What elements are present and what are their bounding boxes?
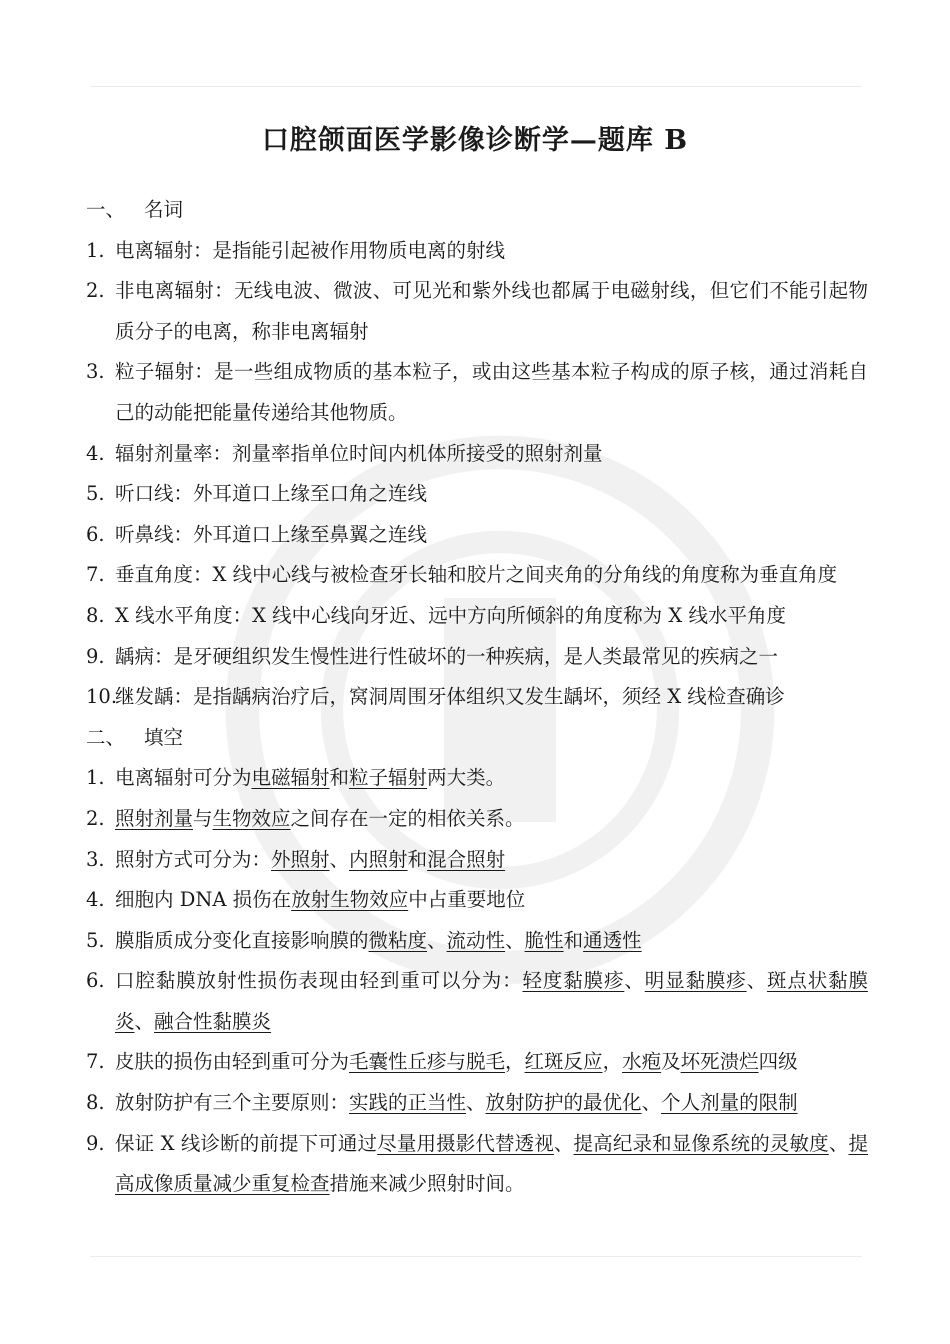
item-text [115,596,868,637]
item-text [115,271,868,352]
answer-blank: 个人剂量的限制 [661,1091,798,1115]
section-name: 填空 [144,725,184,749]
section-number: 一、 [86,198,126,221]
item-text-segment: 继发龋：是指龋病治疗后，窝洞周围牙体组织又发生龋坏，须经 X 线检查确诊 [115,685,785,709]
item-text [115,637,868,678]
item-text-segment: 、 [134,1009,155,1033]
item-text-segment: 及 [661,1050,681,1074]
answer-blank: 尽量用摄影代替透视 [377,1131,554,1155]
answer-blank: 提高纪录和显像系统的灵敏度 [573,1131,829,1155]
item-text [115,1124,868,1205]
item-text-segment: 和 [563,928,584,952]
item-number: 8. [86,603,105,627]
answer-blank: 流动性 [446,928,506,952]
item-text-segment: 、 [746,969,767,993]
answer-blank: 红斑反应 [524,1050,603,1074]
item-text [115,1042,868,1083]
item-number: 3. [86,847,105,871]
item-text [115,352,868,433]
answer-blank: 斑点状黏膜炎 [115,969,868,1033]
item-text-segment: 粒子辐射：是一些组成物质的基本粒子，或由这些基本粒子构成的原子核，通过消耗自己的动能把能量传递给其他物质。 [115,360,868,424]
item-text-segment: ， [602,1050,623,1074]
answer-blank: 照射剂量 [115,806,194,830]
item-number: 1. [86,238,105,262]
item-text [115,880,868,921]
answer-blank: 融合性黏膜炎 [154,1009,272,1033]
answer-blank: 实践的正当性 [349,1091,467,1115]
item-text [115,677,868,718]
list-item [86,799,868,840]
item-text-segment: 、 [624,969,645,993]
item-number: 10. [86,685,118,709]
item-text [115,921,868,962]
item-text-segment: X 线水平角度：X 线中心线向牙近、远中方向所倾斜的角度称为 X 线水平角度 [115,603,786,627]
item-text [115,840,868,881]
answer-blank: 外照射 [271,847,330,871]
item-text-segment: 四级 [758,1050,798,1074]
list-item [86,596,868,637]
item-text [115,231,868,272]
item-text-segment: 细胞内 DNA 损伤在 [115,888,292,912]
list-item [86,352,868,433]
section-name: 名词 [144,198,184,221]
answer-blank: 放射防护的最优化 [485,1091,642,1115]
item-text-segment: 听鼻线：外耳道口上缘至鼻翼之连线 [115,522,428,546]
answer-blank: 通透性 [583,928,642,952]
item-text-segment: 膜脂质成分变化直接影响膜的 [115,928,369,952]
item-text-segment: 龋病：是牙硬组织发生慢性进行性破坏的一种疾病，是人类最常见的疾病之一 [115,644,779,668]
list-item [86,840,868,881]
item-text-segment: 中占重要地位 [408,888,526,912]
list-item [86,961,868,1042]
item-text [115,474,868,515]
item-text-segment: 两大类。 [427,766,506,790]
document-body [86,190,868,1205]
top-divider [90,86,862,87]
item-text-segment: 放射防护有三个主要原则： [115,1091,350,1115]
item-text-segment: 垂直角度：X 线中心线与被检查牙长轴和胶片之间夹角的分角线的角度称为垂直角度 [115,563,838,587]
list-item [86,1083,868,1124]
item-text-segment: 与 [193,806,213,830]
item-text [115,799,868,840]
item-number: 6. [86,969,105,993]
item-text-segment: 之间存在一定的相依关系。 [290,806,525,830]
section-heading [86,190,868,231]
item-number: 4. [86,441,105,465]
list-item [86,555,868,596]
item-text-segment: 电离辐射：是指能引起被作用物质电离的射线 [115,238,506,262]
item-text [115,434,868,475]
item-text-segment: ， [505,1050,525,1074]
item-text-segment: 、 [505,928,525,952]
answer-blank: 脆性 [524,928,564,952]
item-text-segment: 照射方式可分为： [115,847,272,871]
item-number: 2. [86,806,105,830]
answer-blank: 生物效应 [212,806,291,830]
answer-blank: 内照射 [349,847,408,871]
list-item [86,677,868,718]
answer-blank: 电磁辐射 [251,766,330,790]
item-text-segment: 电离辐射可分为 [115,766,252,790]
section-number: 二、 [86,725,126,749]
list-item [86,637,868,678]
item-text-segment: 、 [466,1091,486,1115]
item-text [115,961,868,1042]
document-title: 口腔颌面医学影像诊断学—题库 B [261,125,689,156]
item-text [115,1083,868,1124]
list-item [86,1042,868,1083]
answer-blank: 粒子辐射 [349,766,428,790]
item-text [115,758,868,799]
item-text-segment: 非电离辐射：无线电波、微波、可见光和紫外线也都属于电磁射线，但它们不能引起物质分子的电离，称非电离辐射 [115,279,868,343]
item-text-segment: 听口线：外耳道口上缘至口角之连线 [115,482,428,506]
answer-blank: 轻度黏膜疹 [522,969,625,993]
list-item [86,231,868,272]
list-item [86,434,868,475]
item-text-segment: 和 [407,847,428,871]
answer-blank: 提高成像质量减少重复检查 [115,1131,868,1196]
list-item [86,880,868,921]
answer-blank: 坏死溃烂 [680,1050,759,1074]
item-text-segment: 、 [828,1131,849,1155]
item-text-segment: 皮肤的损伤由轻到重可分为 [115,1050,350,1074]
item-number: 9. [86,1131,105,1155]
item-number: 3. [86,360,105,384]
item-text [115,515,868,556]
list-item [86,474,868,515]
answer-blank: 明显黏膜疹 [644,969,747,993]
item-number: 5. [86,482,105,506]
item-text-segment: 、 [329,847,350,871]
item-text-segment: 措施来减少照射时间。 [329,1172,525,1196]
list-item [86,271,868,352]
bottom-divider [90,1256,862,1257]
item-number: 2. [86,279,105,303]
item-number: 6. [86,522,105,546]
item-text-segment: 、 [427,928,447,952]
item-text-segment: 和 [329,766,350,790]
answer-blank: 毛囊性丘疹与脱毛 [349,1050,506,1074]
list-item [86,515,868,556]
item-number: 1. [86,766,105,790]
item-text-segment: 、 [553,1131,574,1155]
answer-blank: 微粘度 [368,928,428,952]
item-text [115,555,868,596]
answer-blank: 放射生物效应 [291,888,409,912]
list-item [86,1124,868,1205]
list-item [86,921,868,962]
item-number: 7. [86,563,105,587]
item-text-segment: 保证 X 线诊断的前提下可通过 [115,1131,378,1155]
item-text-segment: 、 [641,1091,662,1115]
item-number: 9. [86,644,105,668]
item-number: 5. [86,928,105,952]
item-text-segment: 口腔黏膜放射性损伤表现由轻到重可以分为： [115,969,523,993]
section-heading [86,718,868,759]
item-text-segment: 辐射剂量率：剂量率指单位时间内机体所接受的照射剂量 [115,441,603,465]
answer-blank: 混合照射 [427,847,506,871]
item-number: 4. [86,888,105,912]
item-number: 7. [86,1050,105,1074]
answer-blank: 水疱 [622,1050,662,1074]
item-number: 8. [86,1091,105,1115]
list-item [86,758,868,799]
